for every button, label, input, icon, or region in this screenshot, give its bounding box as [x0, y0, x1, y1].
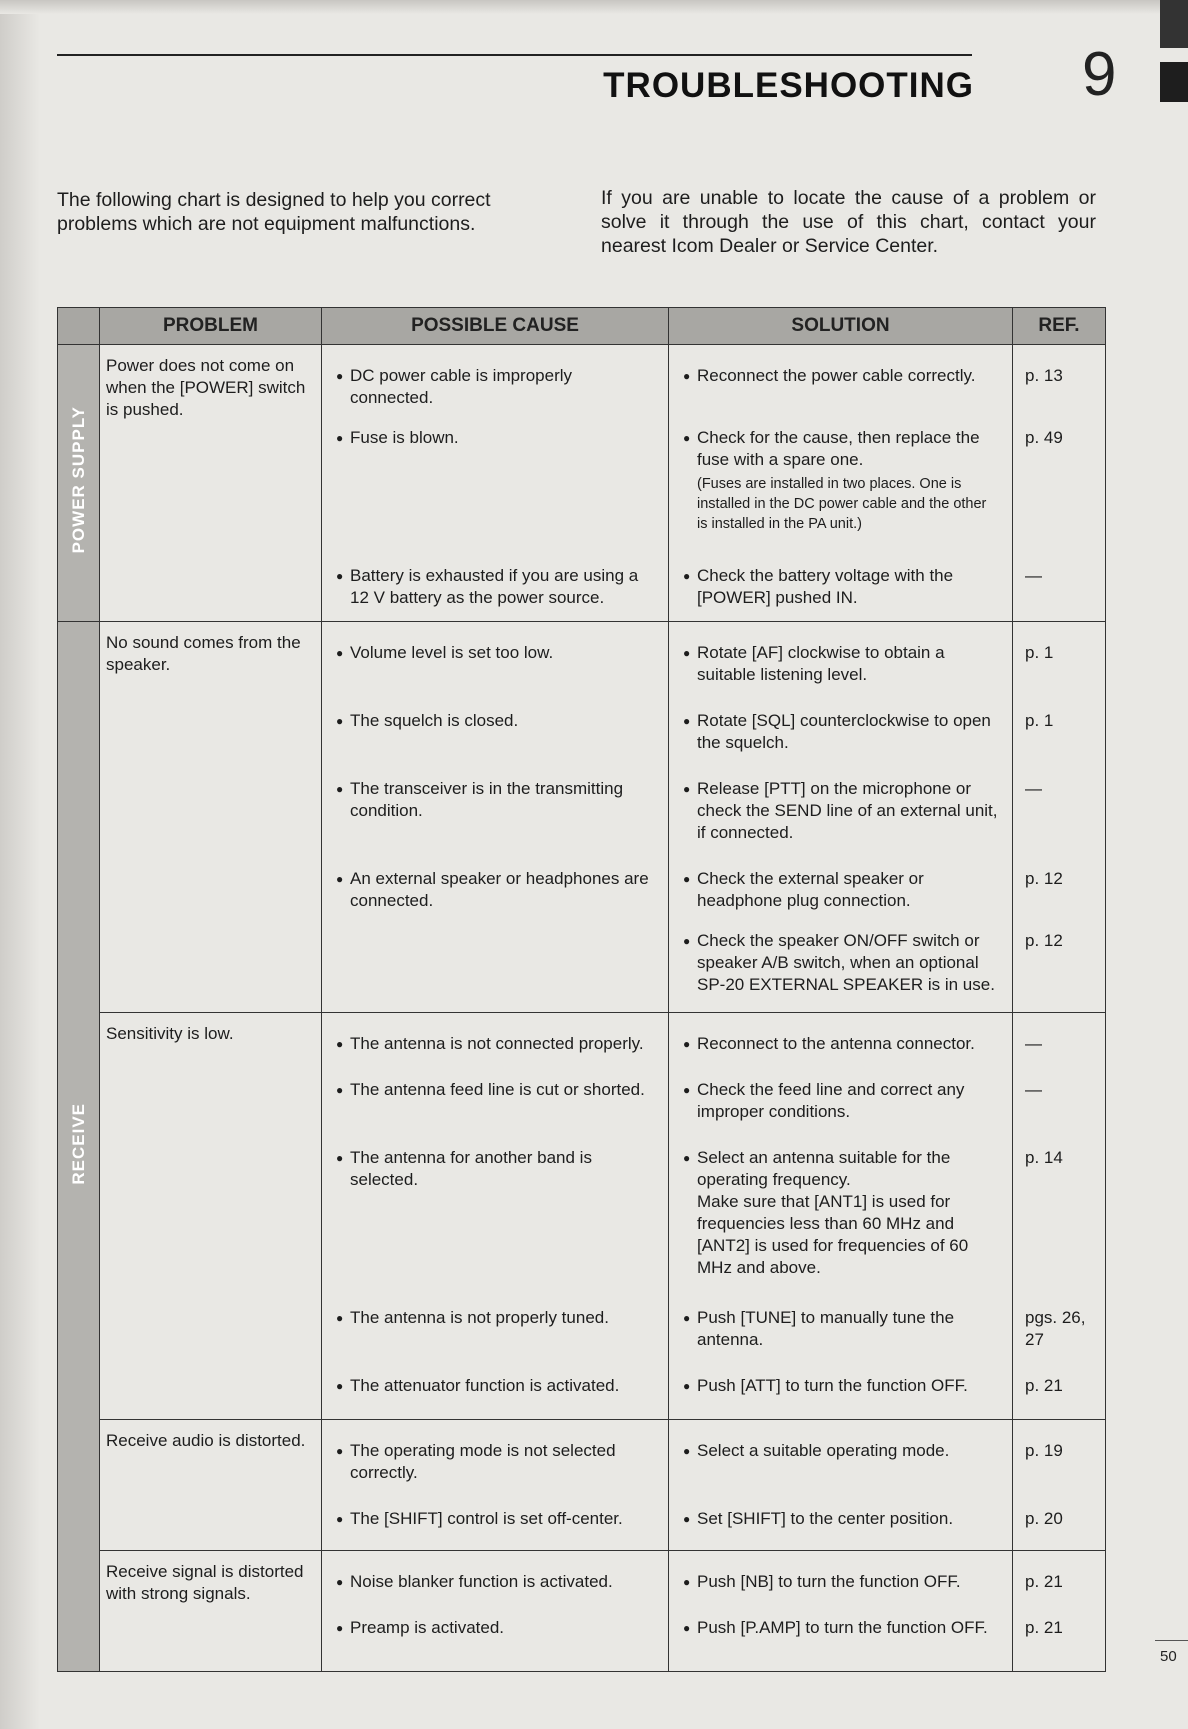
page-top-shadow — [0, 0, 1188, 14]
ref-value: p. 20 — [1025, 1509, 1063, 1528]
bullet-dot: ● — [683, 431, 691, 445]
solution-text: Set [SHIFT] to the center position. — [697, 1509, 954, 1528]
solution-item — [675, 700, 1006, 768]
cause-item — [328, 1297, 662, 1365]
cause-bullet — [336, 1508, 656, 1530]
solution-text: Push [NB] to turn the function OFF. — [697, 1572, 961, 1591]
solution-bullet — [683, 1079, 1000, 1123]
solution-body — [697, 1079, 1000, 1123]
cause-text: The transceiver is in the transmitting condition. — [350, 779, 624, 820]
solution-cell — [669, 1013, 1013, 1420]
cause-cell — [322, 622, 669, 1013]
solution-text: Check the external speaker or headphone plug connection. — [697, 869, 924, 910]
cause-item — [328, 1561, 662, 1607]
table-row — [58, 345, 1106, 622]
solution-bullet — [683, 1307, 1000, 1351]
solution-item — [675, 1365, 1006, 1411]
solution-bullet — [683, 778, 1000, 844]
cause-bullet — [336, 1375, 656, 1397]
bullet-dot: ● — [683, 1151, 691, 1165]
cause-bullet — [336, 1079, 656, 1101]
header-rule — [57, 54, 972, 56]
ref-cell — [1013, 622, 1106, 1013]
cause-text: Volume level is set too low. — [350, 643, 554, 662]
solution-note: (Fuses are installed in two places. One is installed in the DC power cable and the other is installed in the PA unit.) — [697, 476, 987, 532]
ref-value: — — [1025, 1080, 1042, 1099]
solution-body — [697, 710, 1000, 754]
cause-text: DC power cable is improperly connected. — [350, 366, 573, 407]
cause-item — [328, 1365, 662, 1411]
solution-item — [675, 632, 1006, 700]
ref-value: p. 13 — [1025, 366, 1063, 385]
solution-bullet — [683, 868, 1000, 912]
ref-value: — — [1025, 779, 1042, 798]
bullet-dot: ● — [336, 872, 344, 886]
cause-item — [328, 1069, 662, 1137]
bullet-dot: ● — [683, 1311, 691, 1325]
section-label: POWER SUPPLY — [68, 406, 88, 554]
solution-text: Check the speaker ON/OFF switch or speaker A/B switch, when an optional SP-20 EXTERNAL SPEAKER is in use. — [697, 931, 995, 994]
section-cell — [58, 345, 100, 622]
bullet-dot: ● — [336, 1151, 344, 1165]
solution-item — [675, 417, 1006, 555]
bullet-dot: ● — [336, 1444, 344, 1458]
solution-bullet — [683, 1440, 1000, 1462]
cause-header: POSSIBLE CAUSE — [322, 308, 669, 345]
bullet-dot: ● — [336, 1512, 344, 1526]
solution-body — [697, 427, 1000, 534]
cause-bullet — [336, 1440, 656, 1484]
ref-value: p. 1 — [1025, 711, 1054, 730]
bullet-dot: ● — [683, 569, 691, 583]
solution-text: Select an antenna suitable for the operating frequency. — [697, 1148, 951, 1189]
cause-bullet — [336, 427, 656, 449]
solution-item — [675, 1137, 1006, 1297]
ref-cell — [1013, 1551, 1106, 1672]
problem-cell: Receive signal is distorted with strong signals. — [100, 1551, 322, 1672]
cause-bullet — [336, 1617, 656, 1639]
cause-text: The antenna is not connected properly. — [350, 1034, 644, 1053]
cause-cell — [322, 345, 669, 622]
solution-text: Reconnect to the antenna connector. — [697, 1034, 975, 1053]
chapter-tab-top — [1160, 0, 1188, 48]
solution-body — [697, 930, 1000, 996]
solution-header: SOLUTION — [669, 308, 1013, 345]
section-label: RECEIVE — [68, 1102, 88, 1185]
bullet-dot: ● — [336, 431, 344, 445]
cause-item — [328, 1430, 662, 1498]
table-row — [58, 1013, 1106, 1420]
problem-header: PROBLEM — [100, 308, 322, 345]
ref-value: p. 19 — [1025, 1441, 1063, 1460]
table-header-row — [58, 308, 1106, 345]
solution-bullet — [683, 1508, 1000, 1530]
bullet-dot: ● — [336, 714, 344, 728]
bullet-dot: ● — [683, 872, 691, 886]
ref-cell — [1013, 1420, 1106, 1551]
solution-text: Push [TUNE] to manually tune the antenna. — [697, 1308, 955, 1349]
solution-bullet — [683, 365, 1000, 387]
solution-text: Check the feed line and correct any improper conditions. — [697, 1080, 965, 1121]
footer-rule — [1155, 1640, 1188, 1641]
bullet-dot: ● — [683, 1083, 691, 1097]
ref-value: p. 14 — [1025, 1148, 1063, 1167]
cause-item — [328, 1607, 662, 1663]
solution-item — [675, 1069, 1006, 1137]
solution-body — [697, 1033, 1000, 1055]
ref-value: — — [1025, 1034, 1042, 1053]
solution-text: Rotate [AF] clockwise to obtain a suitable listening level. — [697, 643, 945, 684]
bullet-dot: ● — [336, 646, 344, 660]
page-number: 50 — [1160, 1648, 1177, 1665]
bullet-dot: ● — [683, 646, 691, 660]
solution-item — [675, 768, 1006, 858]
bullet-dot: ● — [336, 1575, 344, 1589]
solution-text: Check the battery voltage with the [POWER] pushed IN. — [697, 566, 954, 607]
problem-cell: Power does not come on when the [POWER] switch is pushed. — [100, 345, 322, 622]
solution-body — [697, 1617, 1000, 1639]
troubleshooting-table — [57, 307, 1106, 1672]
solution-bullet — [683, 642, 1000, 686]
solution-body — [697, 1440, 1000, 1462]
cause-text: The squelch is closed. — [350, 711, 519, 730]
solution-item — [675, 858, 1006, 920]
bullet-dot: ● — [336, 1037, 344, 1051]
cause-item — [328, 1137, 662, 1297]
solution-bullet — [683, 1147, 1000, 1279]
chapter-number: 9 — [1082, 40, 1117, 109]
solution-cell — [669, 1551, 1013, 1672]
table-row — [58, 1420, 1106, 1551]
bullet-dot: ● — [336, 1379, 344, 1393]
cause-text: The operating mode is not selected correctly. — [350, 1441, 616, 1482]
cause-item — [328, 700, 662, 768]
solution-text: Push [ATT] to turn the function OFF. — [697, 1376, 968, 1395]
cause-bullet — [336, 710, 656, 732]
ref-value: p. 21 — [1025, 1572, 1063, 1591]
solution-item — [675, 1023, 1006, 1069]
page-title: TROUBLESHOOTING — [603, 66, 974, 105]
table-row — [58, 622, 1106, 1013]
solution-bullet — [683, 1375, 1000, 1397]
solution-text: Reconnect the power cable correctly. — [697, 366, 976, 385]
bullet-dot: ● — [683, 1379, 691, 1393]
solution-item — [675, 1607, 1006, 1663]
cause-item — [328, 355, 662, 417]
chapter-tab — [1160, 62, 1188, 102]
solution-body — [697, 1307, 1000, 1351]
cause-item — [328, 920, 662, 1004]
ref-value: p. 12 — [1025, 869, 1063, 888]
solution-item — [675, 1297, 1006, 1365]
solution-body — [697, 365, 1000, 387]
cause-text: The antenna is not properly tuned. — [350, 1308, 609, 1327]
solution-cell — [669, 1420, 1013, 1551]
cause-bullet — [336, 642, 656, 664]
cause-bullet — [336, 565, 656, 609]
ref-value: p. 49 — [1025, 428, 1063, 447]
cause-bullet — [336, 1033, 656, 1055]
bullet-dot: ● — [683, 1037, 691, 1051]
solution-extra: Make sure that [ANT1] is used for frequencies less than 60 MHz and [ANT2] is used for frequencies of 60 MHz and above. — [697, 1192, 969, 1277]
cause-cell — [322, 1013, 669, 1420]
ref-cell — [1013, 345, 1106, 622]
cause-text: The antenna for another band is selected. — [350, 1148, 592, 1189]
cause-item — [328, 858, 662, 920]
bullet-dot: ● — [683, 714, 691, 728]
intro-left-paragraph: The following chart is designed to help you correct problems which are not equipment malfunctions. — [57, 189, 491, 235]
ref-value: — — [1025, 566, 1042, 585]
solution-body — [697, 1508, 1000, 1530]
cause-item — [328, 768, 662, 858]
solution-body — [697, 565, 1000, 609]
ref-value: p. 12 — [1025, 931, 1063, 950]
cause-item — [328, 1498, 662, 1542]
problem-cell: Sensitivity is low. — [100, 1013, 322, 1420]
solution-body — [697, 868, 1000, 912]
cause-cell — [322, 1551, 669, 1672]
problem-cell: Receive audio is distorted. — [100, 1420, 322, 1551]
bullet-dot: ● — [336, 1311, 344, 1325]
solution-body — [697, 642, 1000, 686]
solution-body — [697, 778, 1000, 844]
solution-bullet — [683, 1617, 1000, 1639]
cause-text: Preamp is activated. — [350, 1618, 505, 1637]
solution-body — [697, 1375, 1000, 1397]
solution-text: Release [PTT] on the microphone or check the SEND line of an external unit, if connected. — [697, 779, 998, 842]
solution-text: Check for the cause, then replace the fuse with a spare one. — [697, 428, 980, 469]
solution-cell — [669, 622, 1013, 1013]
ref-value: p. 21 — [1025, 1618, 1063, 1637]
cause-item — [328, 1023, 662, 1069]
cause-bullet — [336, 365, 656, 409]
solution-bullet — [683, 565, 1000, 609]
solution-item — [675, 1561, 1006, 1607]
table-row — [58, 1551, 1106, 1672]
bullet-dot: ● — [683, 1621, 691, 1635]
solution-bullet — [683, 710, 1000, 754]
solution-body — [697, 1571, 1000, 1593]
bullet-dot: ● — [683, 1575, 691, 1589]
solution-cell — [669, 345, 1013, 622]
cause-bullet — [336, 868, 656, 912]
bullet-dot: ● — [683, 1444, 691, 1458]
solution-item — [675, 355, 1006, 417]
solution-bullet — [683, 1033, 1000, 1055]
section-cell — [58, 622, 100, 1672]
solution-text: Push [P.AMP] to turn the function OFF. — [697, 1618, 988, 1637]
cause-text: An external speaker or headphones are connected. — [350, 869, 649, 910]
bullet-dot: ● — [336, 1621, 344, 1635]
solution-bullet — [683, 427, 1000, 534]
ref-value: p. 21 — [1025, 1376, 1063, 1395]
cause-bullet — [336, 778, 656, 822]
cause-text: The antenna feed line is cut or shorted. — [350, 1080, 645, 1099]
cause-item — [328, 555, 662, 613]
cause-bullet — [336, 1307, 656, 1329]
solution-text: Rotate [SQL] counterclockwise to open the squelch. — [697, 711, 991, 752]
solution-bullet — [683, 930, 1000, 996]
solution-text: Select a suitable operating mode. — [697, 1441, 950, 1460]
cause-cell — [322, 1420, 669, 1551]
solution-item — [675, 1498, 1006, 1542]
intro-right-paragraph: If you are unable to locate the cause of a problem or solve it through the use of this chart, contact your nearest Icom Dealer or Service Center. — [601, 187, 1096, 257]
problem-cell: No sound comes from the speaker. — [100, 622, 322, 1013]
solution-body — [697, 1147, 1000, 1279]
solution-item — [675, 555, 1006, 613]
cause-text: The attenuator function is activated. — [350, 1376, 620, 1395]
table-body — [58, 345, 1106, 1672]
ref-header: REF. — [1013, 308, 1106, 345]
cause-item — [328, 417, 662, 555]
bullet-dot: ● — [336, 1083, 344, 1097]
bullet-dot: ● — [336, 782, 344, 796]
bullet-dot: ● — [683, 1512, 691, 1526]
bullet-dot: ● — [683, 782, 691, 796]
bullet-dot: ● — [683, 934, 691, 948]
section-header-cell — [58, 308, 100, 345]
cause-item — [328, 632, 662, 700]
ref-value: p. 1 — [1025, 643, 1054, 662]
cause-bullet — [336, 1147, 656, 1191]
page-edge-shadow — [0, 0, 40, 1729]
bullet-dot: ● — [683, 369, 691, 383]
bullet-dot: ● — [336, 369, 344, 383]
cause-text: Fuse is blown. — [350, 428, 459, 447]
ref-value: pgs. 26, 27 — [1025, 1308, 1086, 1349]
cause-text: Battery is exhausted if you are using a 12 V battery as the power source. — [350, 566, 639, 607]
bullet-dot: ● — [336, 569, 344, 583]
cause-text: Noise blanker function is activated. — [350, 1572, 613, 1591]
cause-bullet — [336, 1571, 656, 1593]
solution-bullet — [683, 1571, 1000, 1593]
solution-item — [675, 920, 1006, 1004]
solution-item — [675, 1430, 1006, 1498]
cause-text: The [SHIFT] control is set off-center. — [350, 1509, 623, 1528]
ref-cell — [1013, 1013, 1106, 1420]
